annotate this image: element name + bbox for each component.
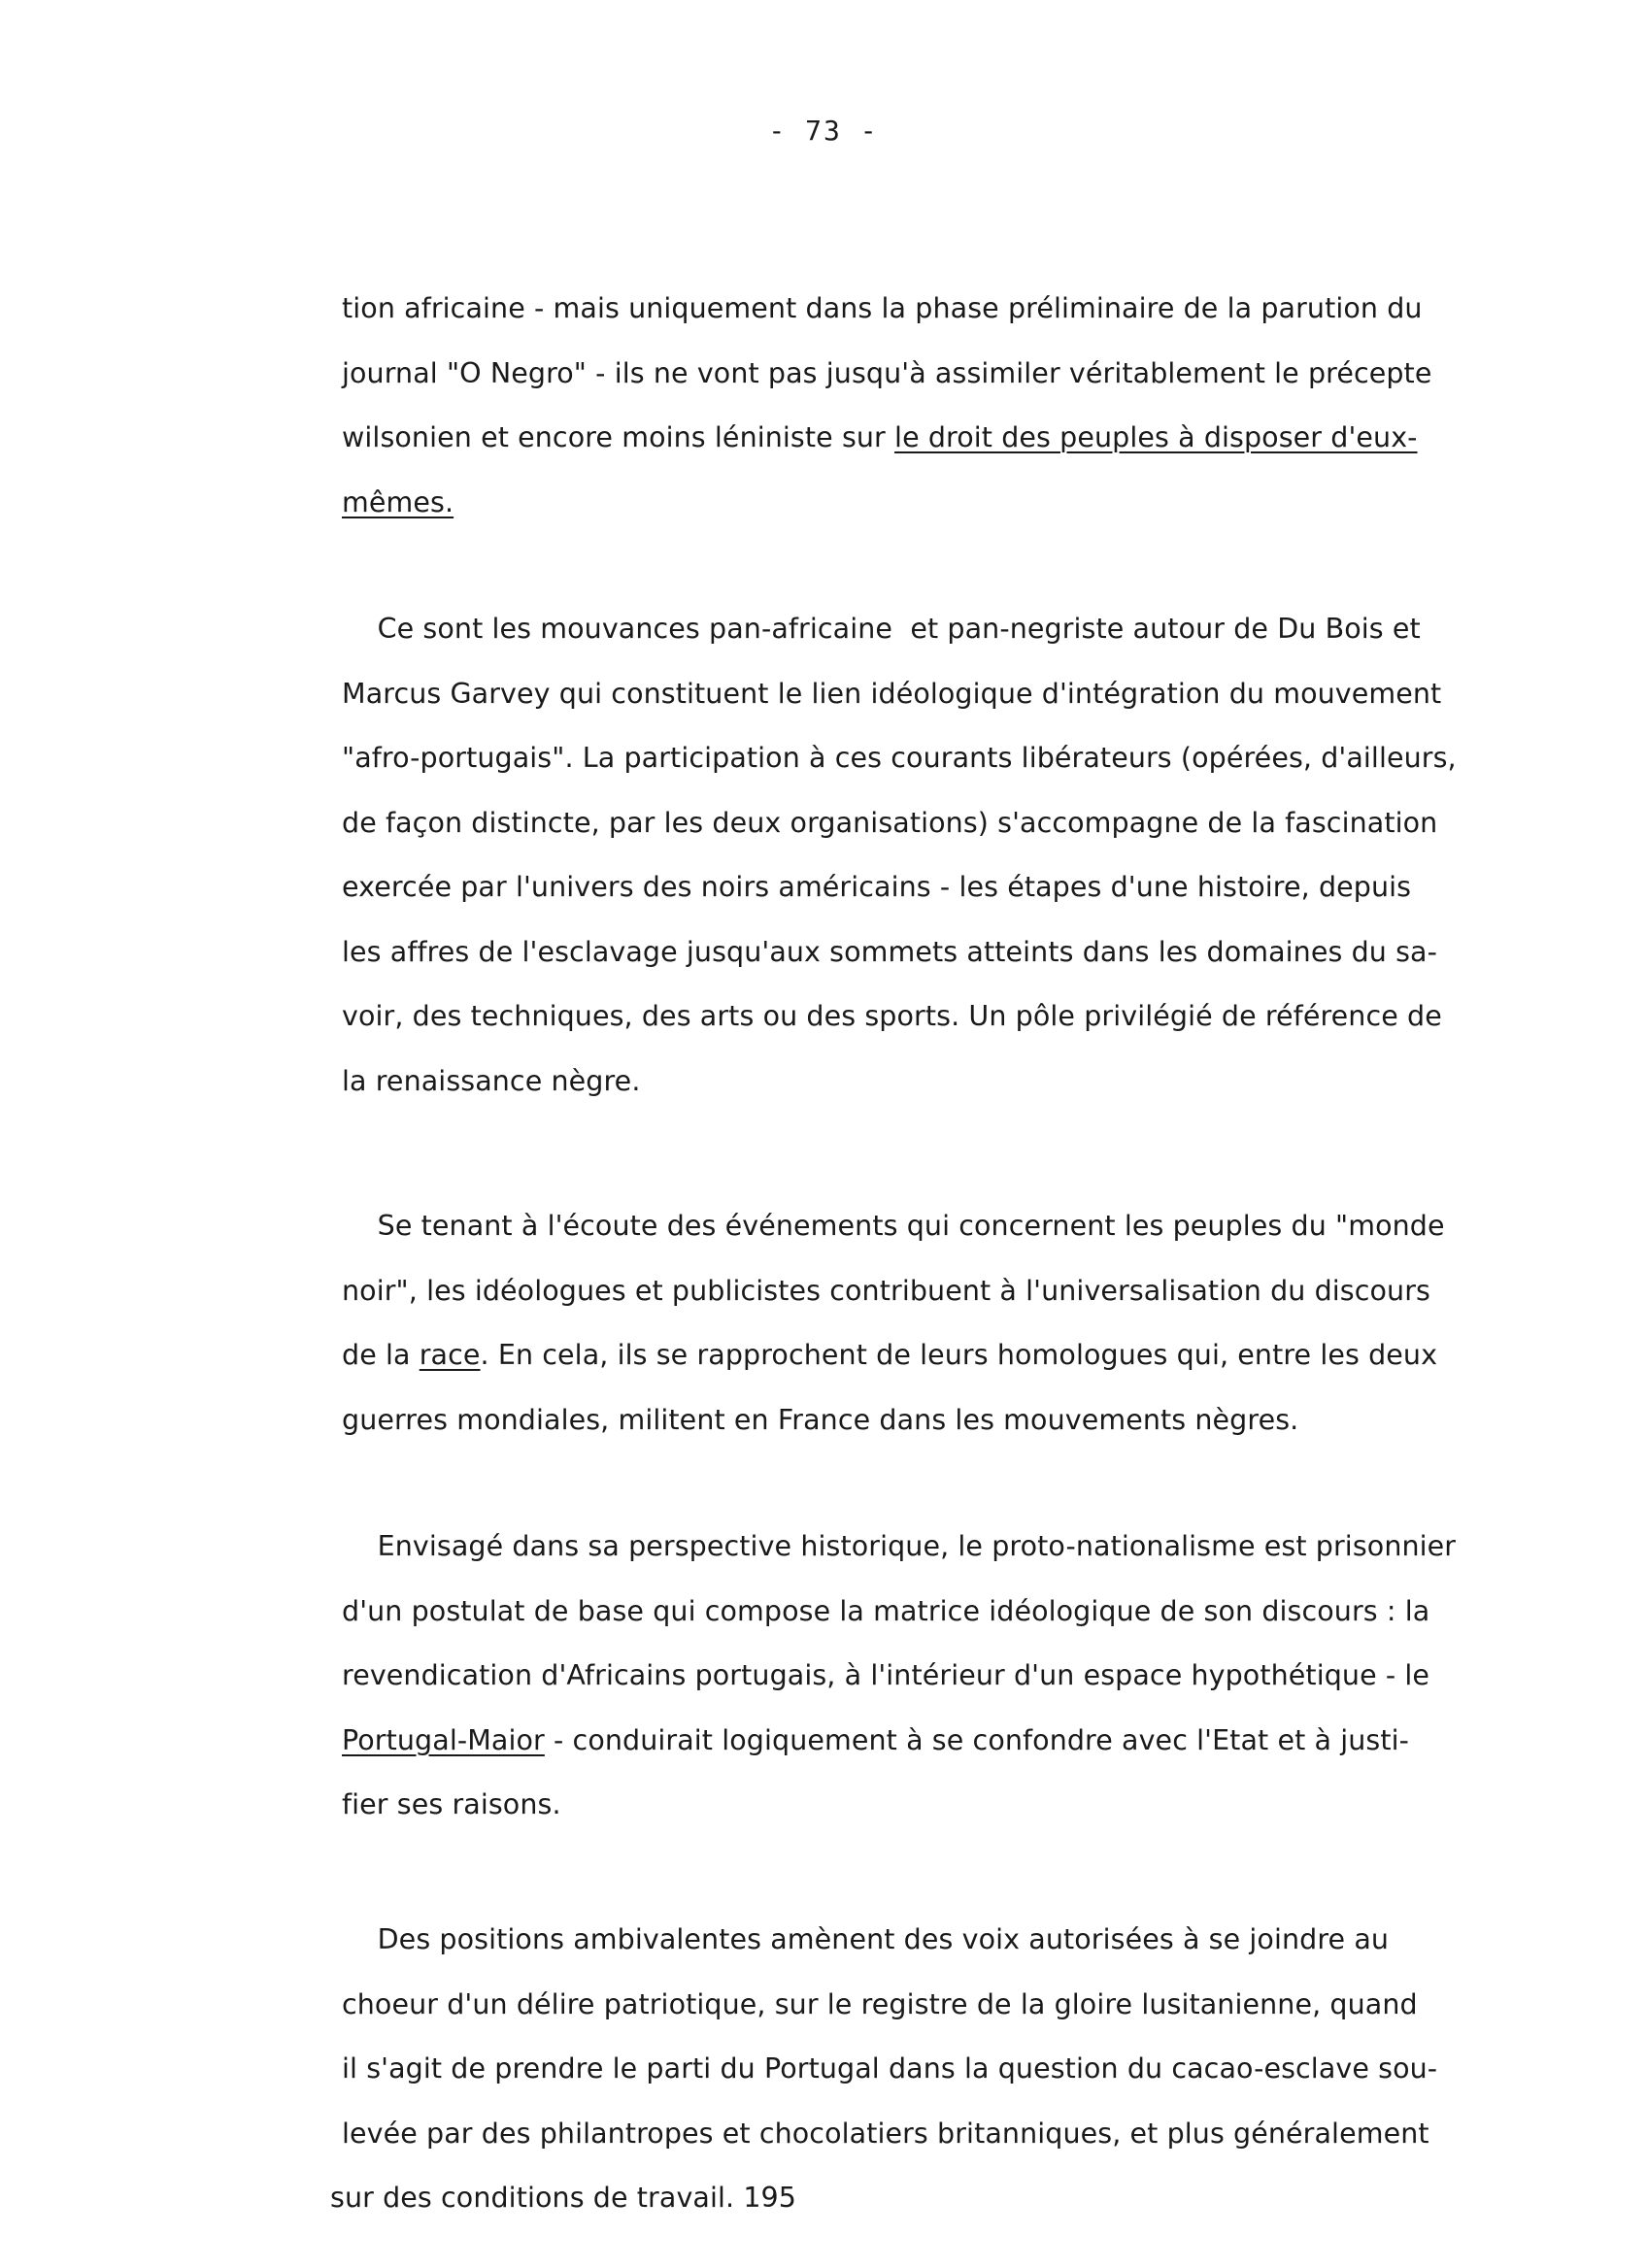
- underlined-phrase: mêmes.: [342, 485, 454, 518]
- text-line: [342, 1987, 1418, 2022]
- text-line: [342, 1338, 1437, 1373]
- text-line: [342, 1658, 1429, 1693]
- text-segment: journal "O Negro" - ils ne vont pas jusqu'à assimiler véritablement le précepte: [342, 356, 1432, 389]
- text-line: [342, 1922, 1389, 1957]
- text-line: [342, 612, 1421, 647]
- underlined-phrase: Portugal-Maior: [342, 1723, 545, 1756]
- text-line: [342, 1064, 640, 1099]
- text-line: [342, 1403, 1298, 1438]
- text-segment: noir", les idéologues et publicistes contribuent à l'universalisation du discours: [342, 1274, 1430, 1307]
- text-line: [342, 2117, 1429, 2151]
- text-segment: choeur d'un délire patriotique, sur le registre de la gloire lusitanienne, quand: [342, 1987, 1418, 2020]
- text-line: [342, 291, 1423, 326]
- text-line: [342, 420, 1418, 455]
- text-line: [342, 1274, 1430, 1309]
- text-line: [342, 1723, 1409, 1758]
- text-segment: il s'agit de prendre le parti du Portugal dans la question du cacao-esclave sou-: [342, 2052, 1438, 2085]
- text-line: [342, 1529, 1456, 1564]
- page-number: - 73 -: [768, 115, 879, 147]
- text-line: [342, 677, 1441, 712]
- underlined-phrase: le droit des peuples à disposer d'eux-: [894, 421, 1418, 453]
- text-line: [342, 1787, 561, 1822]
- text-line: [342, 870, 1411, 905]
- text-segment: levée par des philantropes et chocolatiers britanniques, et plus généralement: [342, 2117, 1429, 2150]
- text-segment: - conduirait logiquement à se confondre avec l'Etat et à justi-: [544, 1723, 1410, 1756]
- text-line: [342, 806, 1437, 841]
- underlined-phrase: race: [419, 1339, 481, 1371]
- text-line: [342, 741, 1457, 776]
- text-segment: de façon distincte, par les deux organisations) s'accompagne de la fascination: [342, 806, 1438, 839]
- text-segment: "afro-portugais". La participation à ces courants libérateurs (opérées, d'ailleurs,: [342, 742, 1457, 774]
- text-segment: fier ses raisons.: [342, 1788, 561, 1820]
- text-line: [342, 356, 1431, 391]
- text-segment: tion africaine - mais uniquement dans la phase préliminaire de la parution du: [342, 292, 1423, 324]
- text-segment: voir, des techniques, des arts ou des sports. Un pôle privilégié de référence de: [342, 1000, 1442, 1032]
- text-segment: revendication d'Africains portugais, à l'intérieur d'un espace hypothétique - le: [342, 1659, 1430, 1691]
- text-line: [342, 935, 1437, 970]
- text-line: [342, 1209, 1445, 1244]
- text-segment: Se tenant à l'écoute des événements qui concernent les peuples du "monde: [342, 1210, 1445, 1242]
- text-segment: guerres mondiales, militent en France dans les mouvements nègres.: [342, 1403, 1299, 1436]
- text-segment: les affres de l'esclavage jusqu'aux sommets atteints dans les domaines du sa-: [342, 935, 1437, 968]
- text-line: [342, 485, 454, 520]
- text-line: [342, 999, 1442, 1034]
- text-segment: Ce sont les mouvances pan-africaine et pan-negriste autour de Du Bois et: [342, 613, 1421, 645]
- text-segment: wilsonien et encore moins léniniste sur: [342, 421, 895, 453]
- text-segment: la renaissance nègre.: [342, 1064, 641, 1097]
- text-segment: d'un postulat de base qui compose la matrice idéologique de son discours : la: [342, 1594, 1430, 1627]
- text-line: [342, 1594, 1429, 1629]
- text-segment: Marcus Garvey qui constituent le lien idéologique d'intégration du mouvement: [342, 677, 1442, 710]
- text-segment: de la: [342, 1339, 420, 1371]
- text-line: [342, 2051, 1437, 2086]
- text-segment: Envisagé dans sa perspective historique, le proto-nationalisme est prisonnier: [342, 1530, 1457, 1562]
- text-segment: sur des conditions de travail. 195: [330, 2182, 797, 2214]
- text-segment: Des positions ambivalentes amènent des voix autorisées à se joindre au: [342, 1923, 1390, 1955]
- text-segment: . En cela, ils se rapprochent de leurs homologues qui, entre les deux: [480, 1339, 1438, 1371]
- text-line: [330, 2181, 796, 2216]
- text-segment: exercée par l'univers des noirs américains - les étapes d'une histoire, depuis: [342, 871, 1412, 903]
